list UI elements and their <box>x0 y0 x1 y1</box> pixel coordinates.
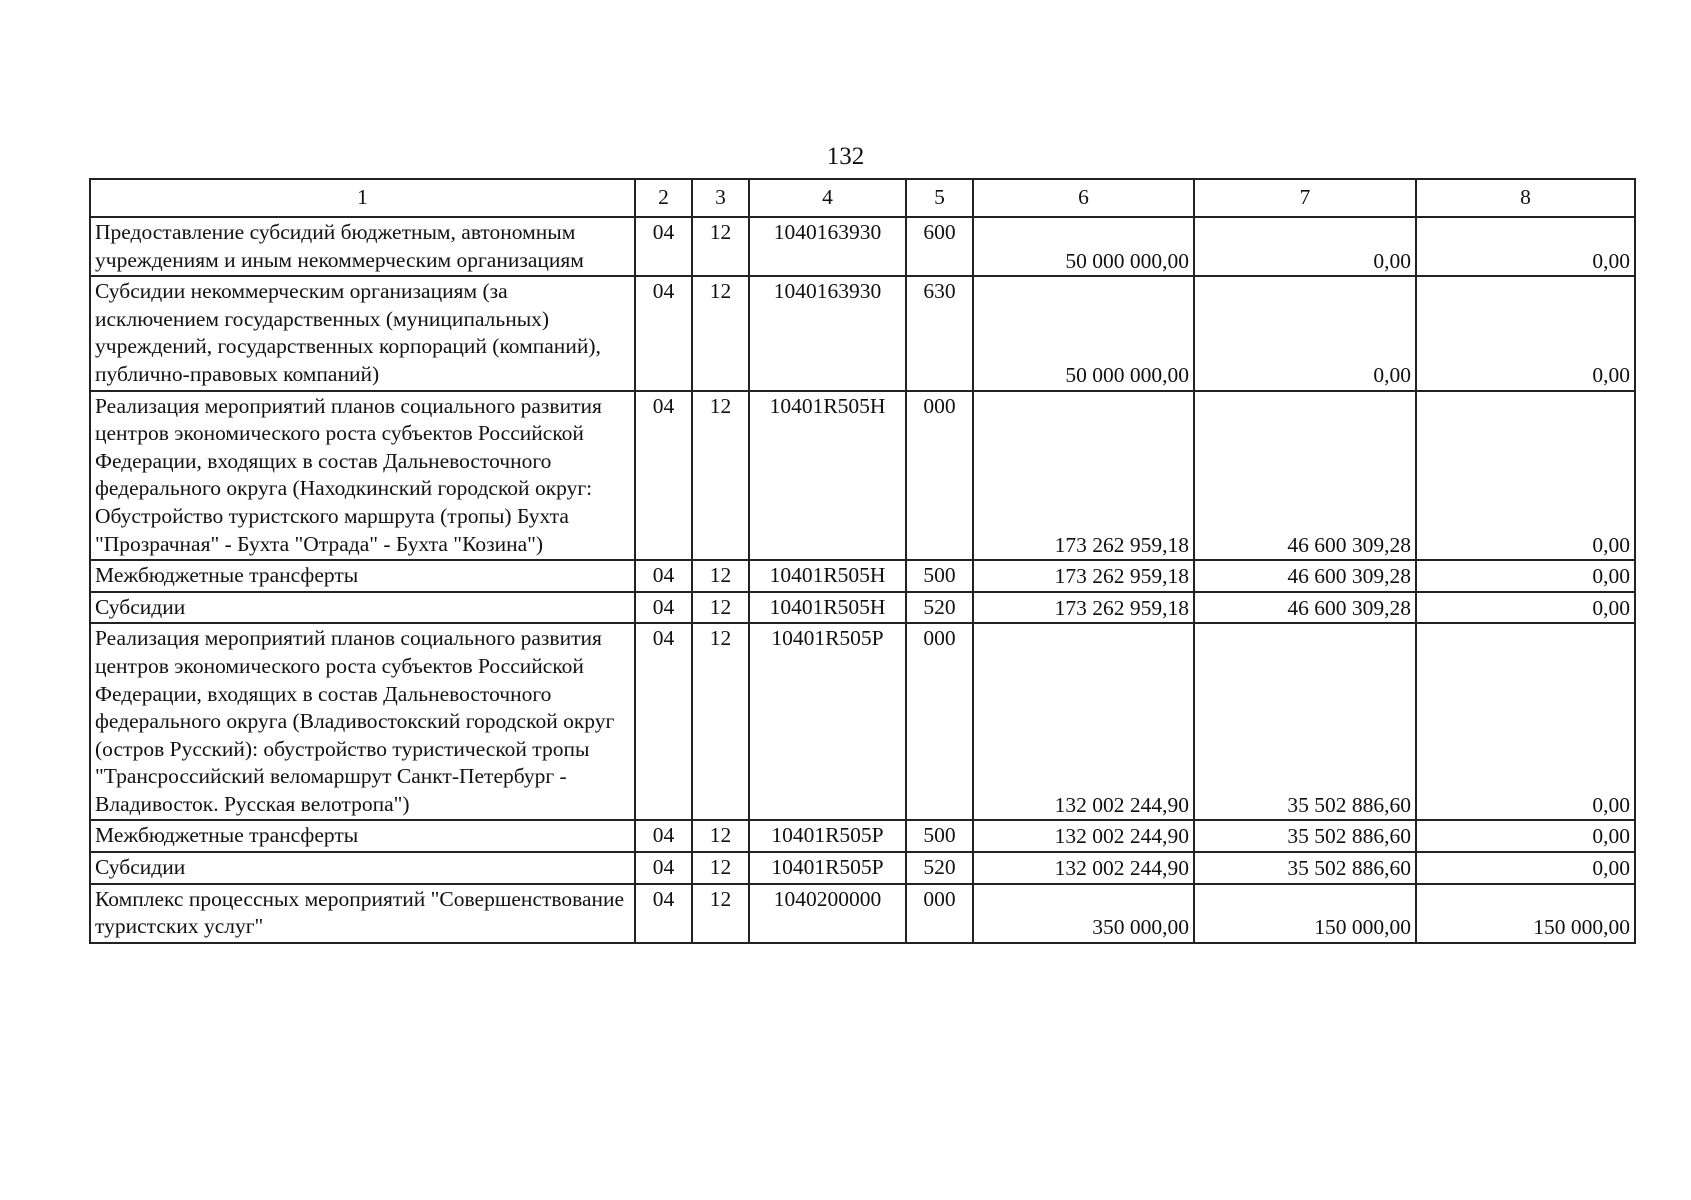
table-row <box>90 592 1635 624</box>
column-header-7: 7 <box>1194 179 1416 217</box>
section-code: 04 <box>635 852 692 884</box>
amount-col-7: 0,00 <box>1194 276 1416 390</box>
target-article-code: 10401R505H <box>749 592 906 624</box>
table-row <box>90 276 1635 390</box>
amount-col-8: 150 000,00 <box>1416 884 1635 943</box>
amount-col-6: 50 000 000,00 <box>973 276 1194 390</box>
amount-col-8: 0,00 <box>1416 276 1635 390</box>
amount-col-8: 0,00 <box>1416 560 1635 592</box>
amount-col-6: 50 000 000,00 <box>973 217 1194 276</box>
section-code: 04 <box>635 592 692 624</box>
subsection-code: 12 <box>692 391 749 561</box>
section-code: 04 <box>635 820 692 852</box>
column-header-5: 5 <box>906 179 973 217</box>
target-article-code: 10401R505H <box>749 560 906 592</box>
expense-type-code: 500 <box>906 560 973 592</box>
amount-col-6: 132 002 244,90 <box>973 623 1194 820</box>
table-row <box>90 560 1635 592</box>
expense-type-code: 000 <box>906 623 973 820</box>
amount-col-8: 0,00 <box>1416 820 1635 852</box>
section-code: 04 <box>635 276 692 390</box>
section-code: 04 <box>635 391 692 561</box>
subsection-code: 12 <box>692 884 749 943</box>
subsection-code: 12 <box>692 623 749 820</box>
amount-col-7: 46 600 309,28 <box>1194 391 1416 561</box>
table-row <box>90 852 1635 884</box>
expense-type-code: 600 <box>906 217 973 276</box>
amount-col-7: 0,00 <box>1194 217 1416 276</box>
amount-col-7: 35 502 886,60 <box>1194 852 1416 884</box>
row-name: Межбюджетные трансферты <box>90 820 635 852</box>
section-code: 04 <box>635 623 692 820</box>
row-name: Субсидии <box>90 592 635 624</box>
row-name: Предоставление субсидий бюджетным, автономным учреждениям и иным некоммерческим организациям <box>90 217 635 276</box>
column-header-1: 1 <box>90 179 635 217</box>
row-name: Субсидии <box>90 852 635 884</box>
target-article-code: 1040163930 <box>749 276 906 390</box>
row-name: Реализация мероприятий планов социального развития центров экономического роста субъектов Российской Федерации, входящих в состав Дальневосточного федерального округа (Находкинский городской округ: Обустройство туристского маршрута (тропы) Бухта "Прозрачная" - Бухта "Отрада" - Бухта "Козина") <box>90 391 635 561</box>
column-header-6: 6 <box>973 179 1194 217</box>
target-article-code: 10401R505P <box>749 623 906 820</box>
amount-col-6: 173 262 959,18 <box>973 560 1194 592</box>
target-article-code: 10401R505P <box>749 820 906 852</box>
row-name: Субсидии некоммерческим организациям (за исключением государственных (муниципальных) учреждений, государственных корпораций (компаний), публично-правовых компаний) <box>90 276 635 390</box>
amount-col-8: 0,00 <box>1416 623 1635 820</box>
section-code: 04 <box>635 884 692 943</box>
amount-col-6: 173 262 959,18 <box>973 592 1194 624</box>
expense-type-code: 520 <box>906 592 973 624</box>
subsection-code: 12 <box>692 217 749 276</box>
amount-col-7: 46 600 309,28 <box>1194 560 1416 592</box>
column-header-3: 3 <box>692 179 749 217</box>
amount-col-8: 0,00 <box>1416 852 1635 884</box>
table-row <box>90 820 1635 852</box>
column-header-8: 8 <box>1416 179 1635 217</box>
amount-col-7: 46 600 309,28 <box>1194 592 1416 624</box>
target-article-code: 1040200000 <box>749 884 906 943</box>
target-article-code: 10401R505H <box>749 391 906 561</box>
subsection-code: 12 <box>692 276 749 390</box>
column-header-4: 4 <box>749 179 906 217</box>
expense-type-code: 000 <box>906 884 973 943</box>
page-number: 132 <box>826 143 865 170</box>
budget-table <box>89 178 1636 944</box>
target-article-code: 10401R505P <box>749 852 906 884</box>
amount-col-6: 132 002 244,90 <box>973 820 1194 852</box>
row-name: Межбюджетные трансферты <box>90 560 635 592</box>
table-row <box>90 217 1635 276</box>
table-row <box>90 391 1635 561</box>
subsection-code: 12 <box>692 560 749 592</box>
amount-col-8: 0,00 <box>1416 217 1635 276</box>
section-code: 04 <box>635 217 692 276</box>
header-row <box>90 179 1635 217</box>
amount-col-8: 0,00 <box>1416 592 1635 624</box>
expense-type-code: 000 <box>906 391 973 561</box>
table-row <box>90 884 1635 943</box>
amount-col-7: 150 000,00 <box>1194 884 1416 943</box>
row-name: Реализация мероприятий планов социального развития центров экономического роста субъектов Российской Федерации, входящих в состав Дальневосточного федерального округа (Владивостокский городской округ (остров Русский): обустройство туристической тропы "Трансроссийский веломаршрут Санкт-Петербург - Владивосток. Русская велотропа") <box>90 623 635 820</box>
row-name: Комплекс процессных мероприятий "Совершенствование туристских услуг" <box>90 884 635 943</box>
subsection-code: 12 <box>692 592 749 624</box>
target-article-code: 1040163930 <box>749 217 906 276</box>
amount-col-6: 350 000,00 <box>973 884 1194 943</box>
column-header-2: 2 <box>635 179 692 217</box>
amount-col-6: 173 262 959,18 <box>973 391 1194 561</box>
expense-type-code: 520 <box>906 852 973 884</box>
section-code: 04 <box>635 560 692 592</box>
amount-col-7: 35 502 886,60 <box>1194 820 1416 852</box>
subsection-code: 12 <box>692 852 749 884</box>
amount-col-7: 35 502 886,60 <box>1194 623 1416 820</box>
amount-col-8: 0,00 <box>1416 391 1635 561</box>
subsection-code: 12 <box>692 820 749 852</box>
expense-type-code: 630 <box>906 276 973 390</box>
amount-col-6: 132 002 244,90 <box>973 852 1194 884</box>
expense-type-code: 500 <box>906 820 973 852</box>
table-row <box>90 623 1635 820</box>
